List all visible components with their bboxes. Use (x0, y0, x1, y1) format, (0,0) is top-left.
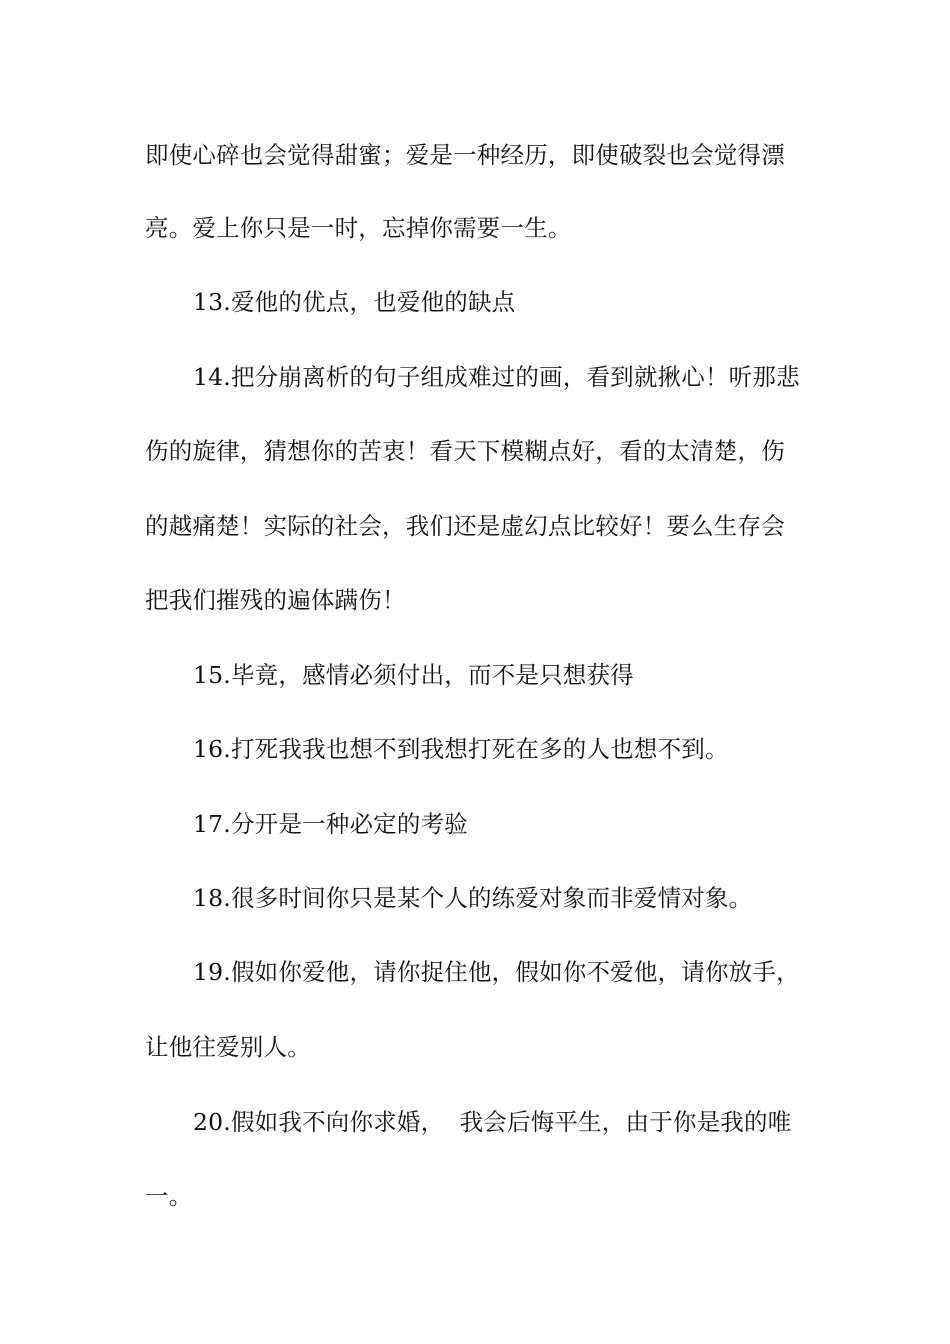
list-item-13: 13.爱他的优点，也爱他的缺点 (193, 288, 516, 316)
list-item-18: 18.很多时间你只是某个人的练爱对象而非爱情对象。 (193, 884, 753, 912)
list-item-20: 20.假如我不向你求婚， 我会后悔平生，由于你是我的唯 (193, 1108, 792, 1136)
list-item-15: 15.毕竟，感情必须付出，而不是只想获得 (193, 661, 634, 689)
list-item-16: 16.打死我我也想不到我想打死在多的人也想不到。 (193, 735, 729, 763)
list-item-14: 14.把分崩离析的句子组成难过的画，看到就揪心！听那悲 (193, 363, 800, 391)
text-line: 即使心碎也会觉得甜蜜；爱是一种经历，即使破裂也会觉得漂 (145, 141, 785, 169)
text-line: 亮。爱上你只是一时，忘掉你需要一生。 (145, 214, 572, 242)
text-line: 把我们摧残的遍体蹒伤！ (145, 586, 406, 614)
text-line: 一。 (145, 1182, 193, 1210)
text-line: 的越痛楚！实际的社会，我们还是虚幻点比较好！要么生存会 (145, 512, 785, 540)
list-item-19: 19.假如你爱他，请你捉住他，假如你不爱他，请你放手， (193, 958, 800, 986)
text-line: 伤的旋律，猜想你的苦衷！看天下模糊点好，看的太清楚，伤 (145, 437, 785, 465)
text-line: 让他往爱别人。 (145, 1033, 311, 1061)
list-item-17: 17.分开是一种必定的考验 (193, 810, 468, 838)
